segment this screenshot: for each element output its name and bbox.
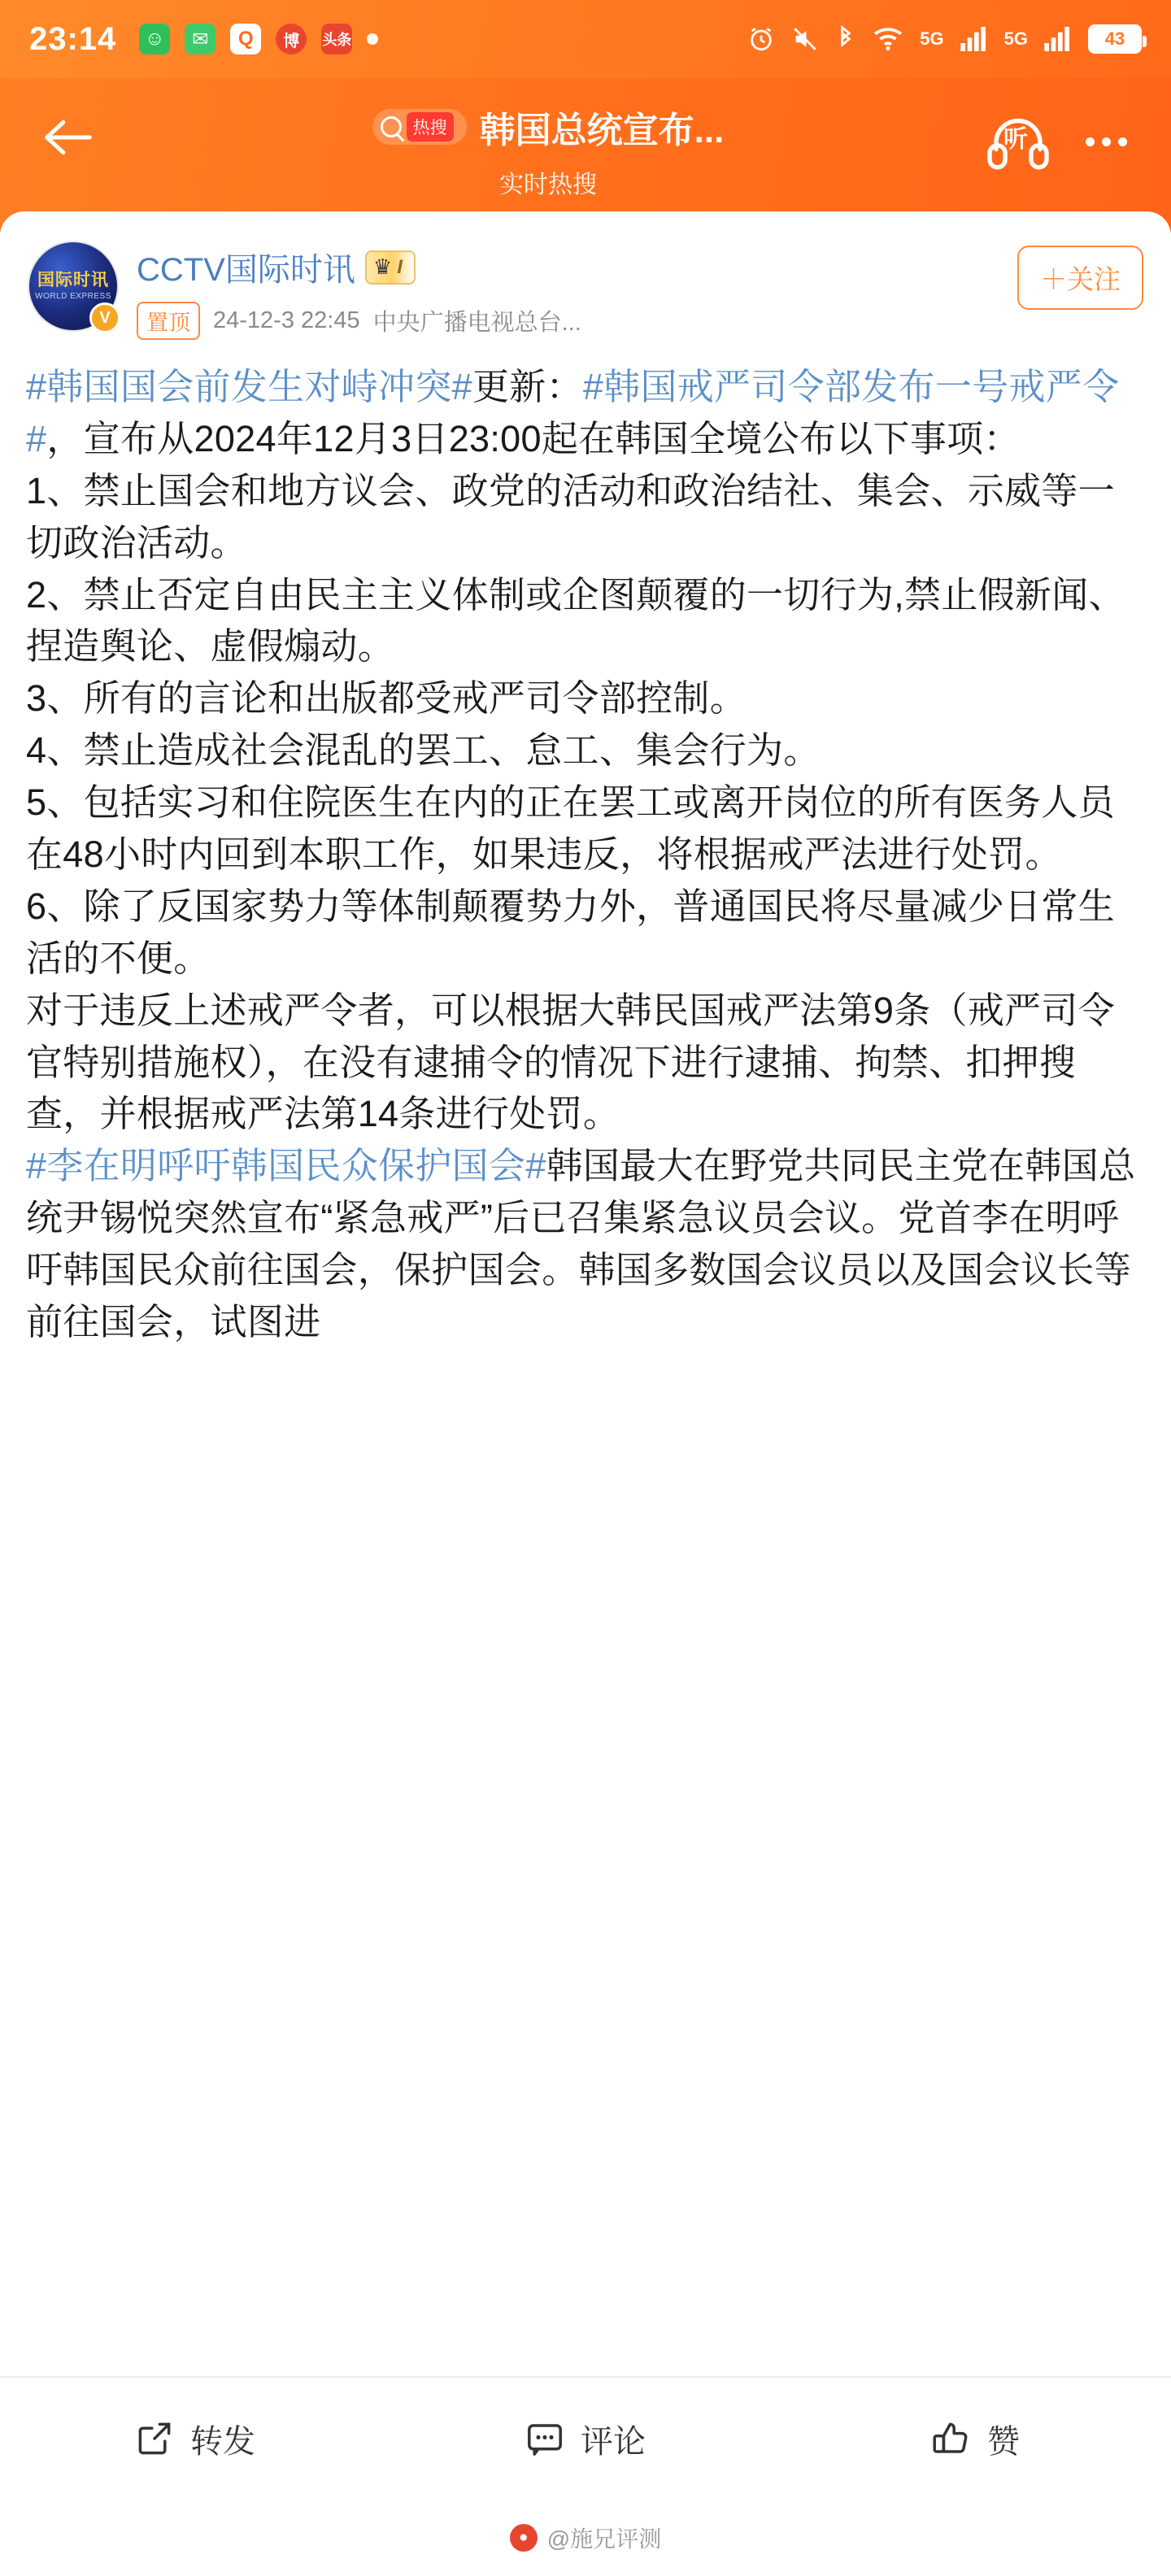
content-item-2: 2、禁止否定自由民主主义体制或企图颠覆的一切行为,禁止假新闻、捏造舆论、虚假煽动。 [26,573,1125,668]
page-title: 韩国总统宣布... [479,111,725,150]
topic-link-2[interactable]: #韩国戒严司令部发布一号戒严令# [26,366,1120,459]
more-dot-2 [1102,137,1111,146]
battery-icon: 43 [1088,24,1142,54]
topic-link-3[interactable]: #李在明呼吁韩国民众保护国会# [26,1145,546,1187]
search-icon [381,116,402,137]
post-meta-row [137,302,1017,340]
username[interactable]: CCTV国际时讯 [137,252,355,288]
signal-bars-icon-2 [1044,27,1072,51]
nav-right-actions [979,93,1147,181]
page-subtitle: 实时热搜 [499,172,597,198]
follow-button[interactable]: ＋关注 [1017,246,1143,310]
content-item-7: 对于违反上述戒严令者，可以根据大韩民国戒严法第9条（戒严司令官特别措施权），在没有逮捕令的情况下进行逮捕、拘禁、扣押搜查，并根据戒严法第14条进行处罚。 [26,989,1116,1135]
top-nav-bar [0,78,1171,233]
member-level-badge [365,250,416,285]
content-text-2: ，宣布从2024年12月3日23:00起在韩国全境公布以下事项： [46,417,1021,459]
weibo-icon: 博 [276,24,307,54]
more-dot-3 [1118,137,1127,146]
signal-bars-icon-1 [960,27,988,51]
more-dot-1 [1086,137,1095,146]
content-item-8: 韩国最大在野党共同民主党在韩国总统尹锡悦突然宣布“紧急戒严”后已召集紧急议员会议。党首李在明呼吁韩国民众前往国会，保护国会。韩国多数国会议员以及国会议长等前往国会，试图进 [26,1145,1136,1343]
post-time: 24-12-3 22:45 [213,307,360,333]
status-bar [0,0,1171,78]
username-row [137,244,1017,290]
listen-button[interactable] [979,102,1057,181]
like-icon [932,2419,971,2458]
toutiao-icon: 头条 [321,24,352,54]
more-button[interactable] [1065,102,1147,181]
post-source: 中央广播电视总台... [372,310,581,336]
post-header-info [119,241,1017,340]
content-item-6: 6、除了反国家势力等体制颠覆势力外，普通国民将尽量减少日常生活的不便。 [26,885,1116,979]
alarm-icon [747,25,775,53]
content-item-4: 4、禁止造成社会混乱的罢工、怠工、集会行为。 [26,729,821,772]
comment-button[interactable] [390,2378,781,2500]
nav-title-row [372,101,725,153]
post-content-paragraph [26,361,1145,1348]
mute-icon [791,25,819,53]
message-icon: ✉ [185,24,215,54]
like-label: 赞 [987,2423,1020,2460]
watermark-text: @施兄评测 [546,2526,662,2552]
post-content [21,340,1150,1348]
bottom-actions [0,2378,1171,2500]
wechat-icon: ☺ [139,24,170,54]
back-arrow-icon [43,118,94,157]
crown-icon: ♛ [372,255,393,279]
status-time: 23:14 [29,20,117,57]
bluetooth-icon [835,25,856,53]
bottom-action-bar [0,2376,1171,2576]
comment-label: 评论 [581,2423,646,2460]
hot-badge-label: 热搜 [407,112,454,141]
nav-center [117,93,979,200]
back-button[interactable] [20,93,117,182]
pinned-tag: 置顶 [137,302,200,340]
content-item-5: 5、包括实习和住院医生在内的正在罢工或离开岗位的所有医务人员在48小时内回到本职工作，如果违反，将根据戒严法进行处罚。 [26,781,1116,876]
qq-icon: Q [230,24,261,54]
watermark [0,2500,1171,2576]
topic-link-1[interactable]: #韩国国会前发生对峙冲突# [26,366,472,407]
status-left-icons [139,24,378,54]
avatar[interactable] [28,241,119,332]
share-button[interactable] [0,2378,390,2500]
avatar-cn-text: 国际时讯 [37,270,109,289]
signal-5g-label-1: 5G [920,28,944,49]
post-header [21,211,1150,340]
comment-icon [525,2419,564,2458]
listen-label: 听 [1003,126,1028,153]
signal-5g-label-2: 5G [1003,28,1028,49]
like-button[interactable] [781,2378,1171,2500]
verified-badge: V [89,302,120,333]
content-item-1: 1、禁止国会和地方议会、政党的活动和政治结社、集会、示威等一切政治活动。 [26,469,1116,564]
content-fade-overlay [0,2069,1171,2166]
share-icon [135,2419,174,2458]
status-right-icons [747,24,1142,54]
post-card [0,211,1171,2366]
hot-search-pill[interactable] [372,109,467,145]
avatar-en-text: WORLD EXPRESS [35,292,111,302]
share-label: 转发 [190,2423,255,2460]
content-text-1: 更新： [472,366,583,407]
weibo-logo-icon: ● [510,2524,538,2552]
member-level-label: I [397,255,403,278]
dot-icon [367,33,378,45]
content-item-3: 3、所有的言论和出版都受戒严司令部控制。 [26,677,747,720]
wifi-icon [873,25,903,53]
